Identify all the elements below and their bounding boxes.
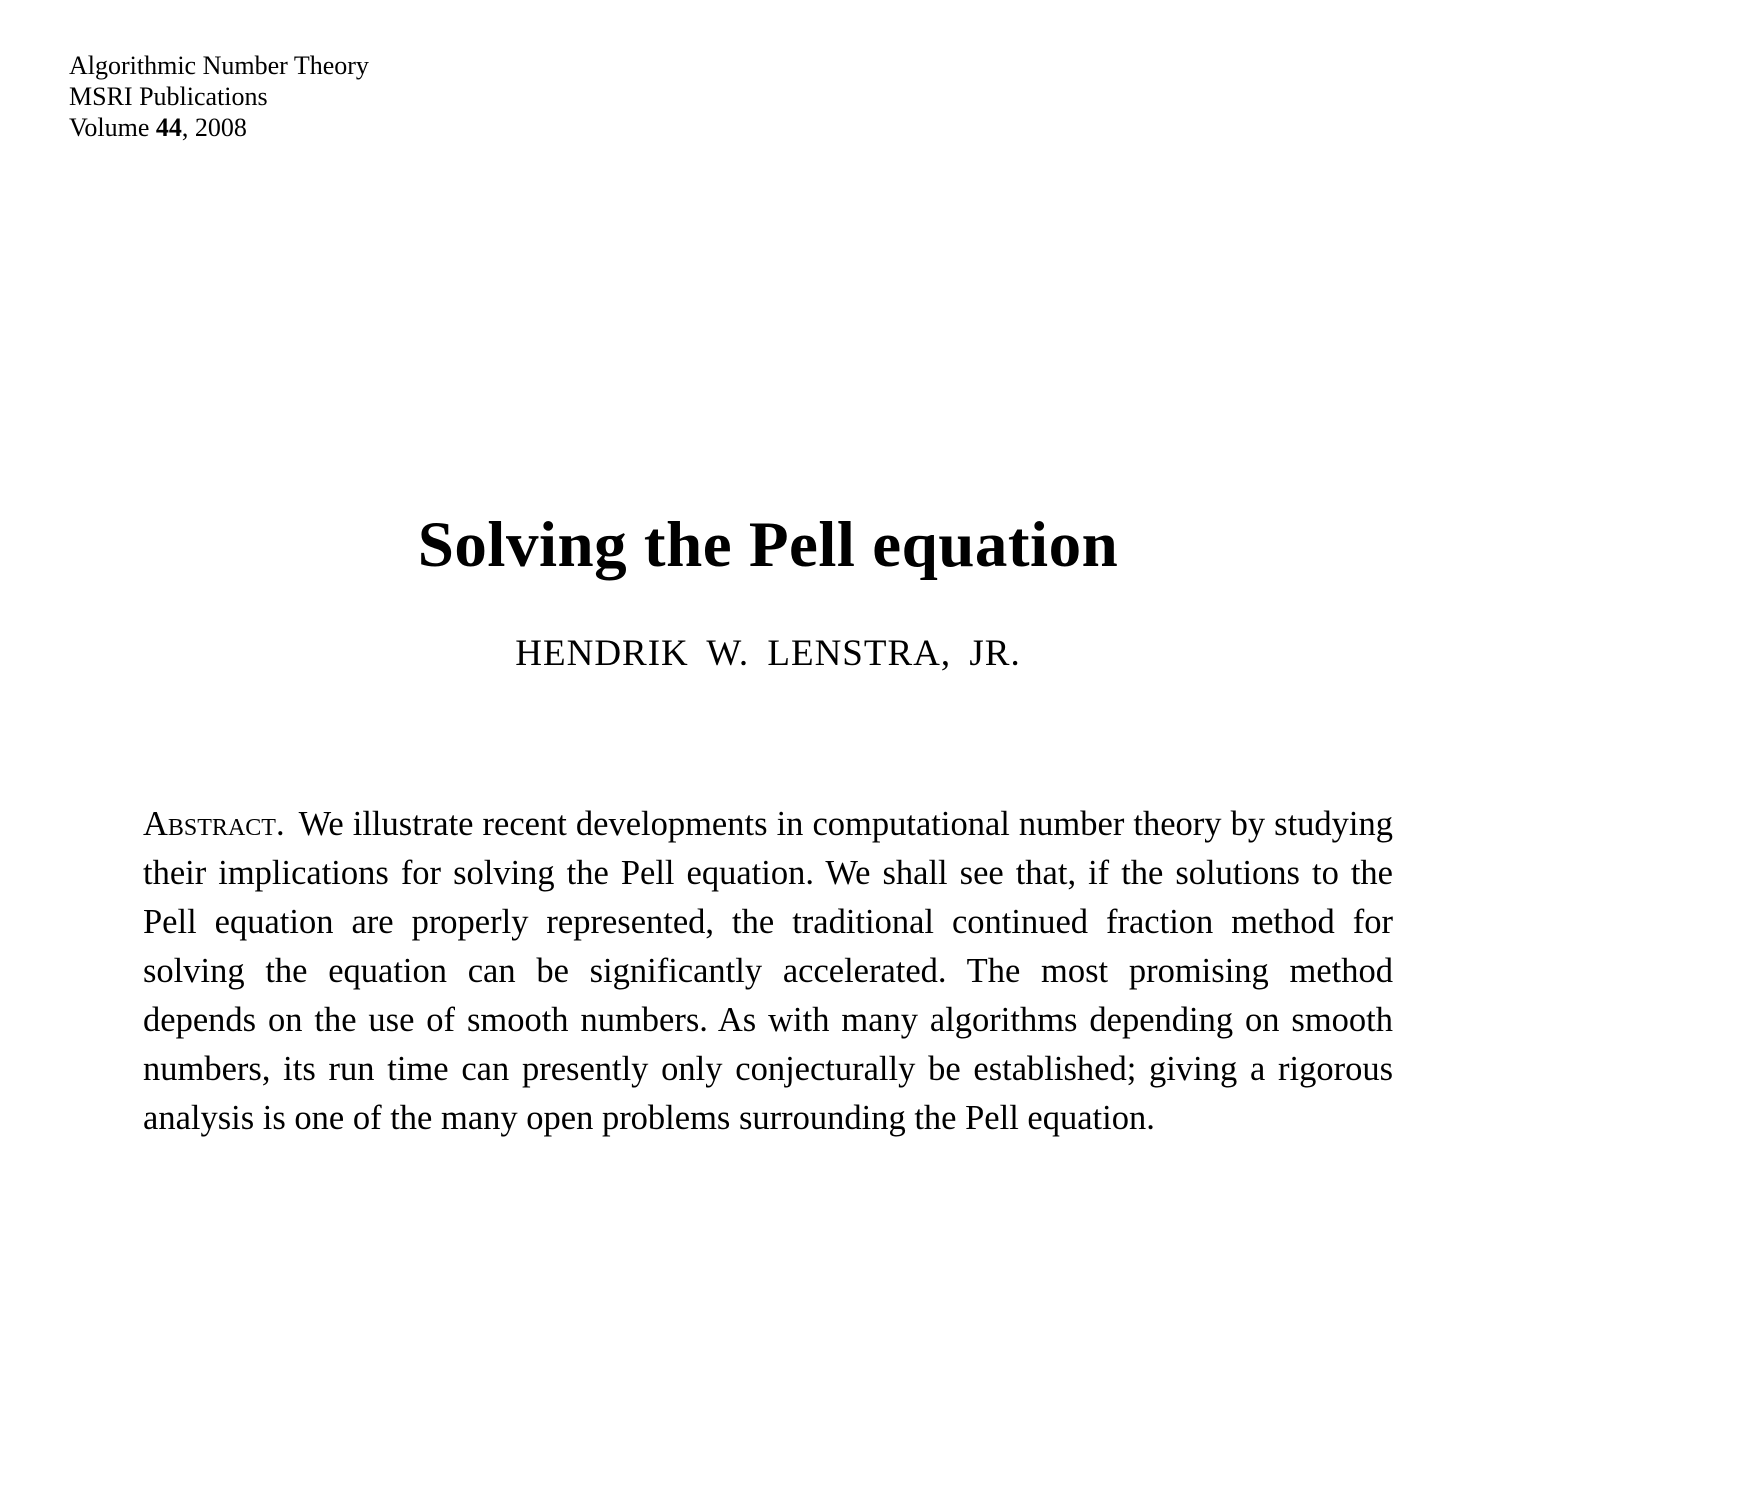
paper-title: Solving the Pell equation	[417, 509, 1119, 581]
series-name: Algorithmic Number Theory	[69, 51, 369, 80]
text-column	[143, 0, 1393, 1488]
abstract-block	[143, 800, 1393, 1143]
publisher-name: MSRI Publications	[69, 82, 268, 111]
volume-prefix: Volume	[69, 113, 156, 142]
volume-suffix: , 2008	[181, 113, 247, 142]
abstract-text: We illustrate recent developments in computational number theory by studying their implications for solving the Pell equation. We shall see that, if the solutions to the Pell equation are properly represented, the traditional continued fraction method for solving the equation can be significantly accelerated. The most promising method depends on the use of smooth numbers. As with many algorithms depending on smooth numbers, its run time can presently only conjecturally be established; giving a rigorous analysis is one of the many open problems surrounding the Pell equation.	[143, 805, 1393, 1137]
abstract-label: Abstract.	[143, 805, 285, 843]
volume-number: 44	[155, 113, 182, 142]
author-name: HENDRIK W. LENSTRA, JR.	[515, 633, 1021, 674]
